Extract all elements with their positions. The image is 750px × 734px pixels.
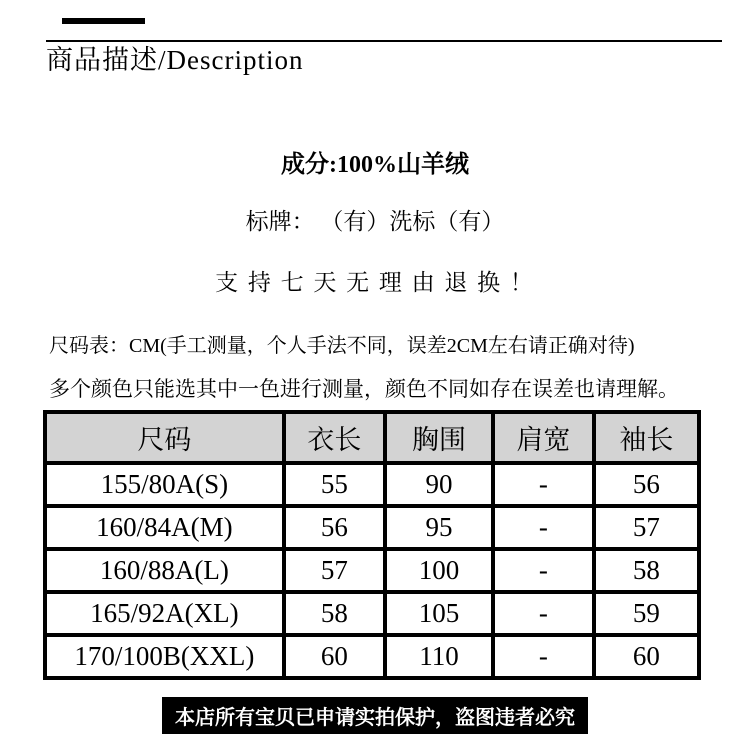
label-wash-line: 标牌： （有）洗标（有） bbox=[245, 209, 505, 234]
table-row bbox=[45, 506, 699, 549]
header-divider-line bbox=[46, 40, 722, 42]
length-cell: 56 bbox=[284, 506, 385, 549]
bust-cell: 100 bbox=[385, 549, 493, 592]
anti-theft-banner bbox=[162, 697, 588, 734]
size-cell: 160/84A(M) bbox=[45, 506, 284, 549]
shoulder-cell: - bbox=[493, 549, 594, 592]
length-cell: 57 bbox=[284, 549, 385, 592]
sleeve-cell: 58 bbox=[594, 549, 699, 592]
bust-cell: 95 bbox=[385, 506, 493, 549]
return-policy-line: 支 持 七 天 无 理 由 退 换 ！ bbox=[215, 270, 535, 295]
length-cell: 58 bbox=[284, 592, 385, 635]
top-accent-bar bbox=[62, 18, 145, 24]
bust-cell: 105 bbox=[385, 592, 493, 635]
sleeve-cell: 60 bbox=[594, 635, 699, 678]
column-header-shoulder: 肩宽 bbox=[493, 412, 594, 463]
table-row bbox=[45, 635, 699, 678]
bust-cell: 90 bbox=[385, 463, 493, 506]
size-cell: 160/88A(L) bbox=[45, 549, 284, 592]
shoulder-cell: - bbox=[493, 463, 594, 506]
shoulder-cell: - bbox=[493, 506, 594, 549]
size-cell: 165/92A(XL) bbox=[45, 592, 284, 635]
table-row bbox=[45, 592, 699, 635]
table-row bbox=[45, 549, 699, 592]
length-cell: 55 bbox=[284, 463, 385, 506]
shoulder-cell: - bbox=[493, 592, 594, 635]
column-header-length: 衣长 bbox=[284, 412, 385, 463]
length-cell: 60 bbox=[284, 635, 385, 678]
size-chart-note-2: 多个颜色只能选其中一色进行测量，颜色不同如存在误差也请理解。 bbox=[49, 377, 679, 401]
sleeve-cell: 59 bbox=[594, 592, 699, 635]
shoulder-cell: - bbox=[493, 635, 594, 678]
size-chart-note-1: 尺码表：CM(手工测量，个人手法不同，误差2CM左右请正确对待) bbox=[49, 335, 635, 357]
bust-cell: 110 bbox=[385, 635, 493, 678]
page-title: 商品描述/Description bbox=[46, 45, 304, 75]
size-cell: 155/80A(S) bbox=[45, 463, 284, 506]
column-header-bust: 胸围 bbox=[385, 412, 493, 463]
composition-line: 成分:100%山羊绒 bbox=[281, 152, 469, 178]
anti-theft-banner-text: 本店所有宝贝已申请实拍保护，盗图违者必究 bbox=[175, 707, 575, 729]
size-table-header-row bbox=[45, 412, 699, 463]
size-cell: 170/100B(XXL) bbox=[45, 635, 284, 678]
size-table bbox=[43, 410, 701, 680]
table-row bbox=[45, 463, 699, 506]
column-header-size: 尺码 bbox=[45, 412, 284, 463]
column-header-sleeve: 袖长 bbox=[594, 412, 699, 463]
sleeve-cell: 56 bbox=[594, 463, 699, 506]
sleeve-cell: 57 bbox=[594, 506, 699, 549]
